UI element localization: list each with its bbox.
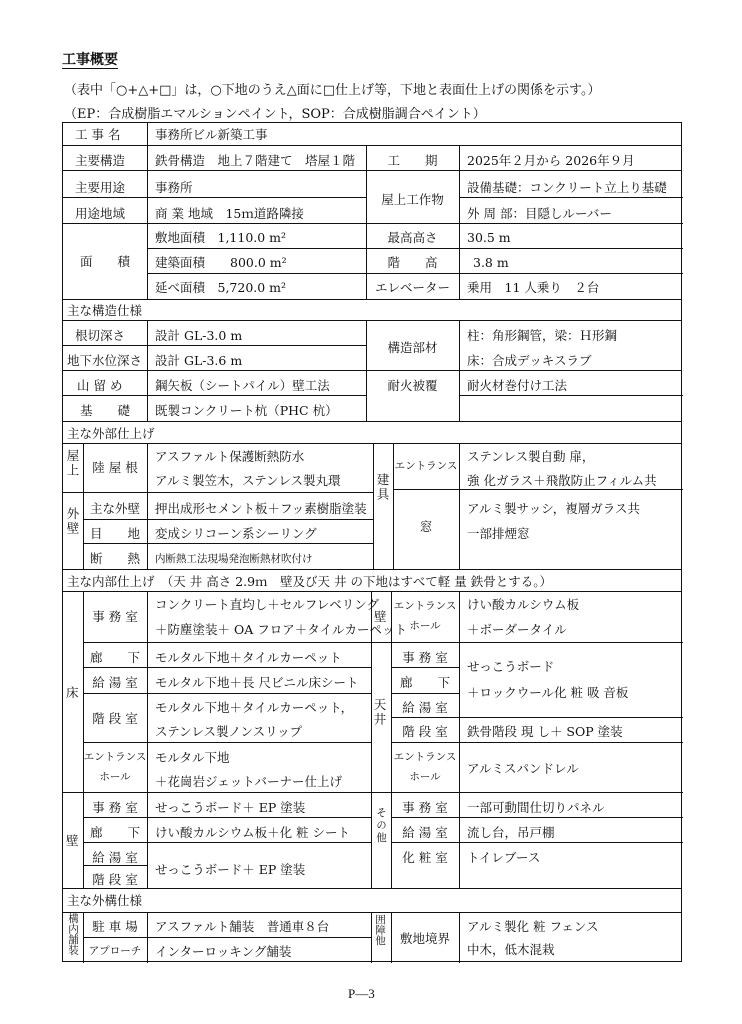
wall-office-value: せっこうボード＋ EP 塗装	[155, 800, 306, 815]
wall-entrance-label-2: ホール	[409, 620, 441, 632]
groundwater-label: 地下水位深さ	[67, 353, 143, 368]
flat-roof-value-2: アルミ製笠木，ステンレス製丸環	[155, 473, 341, 488]
structure-header: 主な構造仕様	[67, 303, 143, 318]
floor-office-label: 事 務 室	[92, 609, 138, 624]
other-toilet-label: 化 粧 室	[402, 850, 448, 865]
parking-value: アスファルト舗装 普通車８台	[155, 919, 330, 934]
elevator-value: 乗用 11 人乗り ２台	[467, 280, 600, 295]
floor-entrance-value-1: モルタル下地	[155, 750, 230, 765]
wall-corridor-label: 廊 下	[89, 825, 140, 840]
zoning-label: 用途地域	[75, 206, 126, 221]
parking-label: 駐 車 場	[92, 919, 138, 934]
boundary-label: 敷地境界	[399, 931, 450, 946]
exterior-wall-label: 外壁	[65, 507, 80, 536]
ceiling-group-label: 天井	[372, 698, 387, 727]
floor-corridor-label: 廊 下	[89, 650, 140, 665]
period-value: 2025年２月から 2026年９月	[467, 153, 635, 168]
flat-roof-value-1: アスファルト保護断熱防水	[155, 449, 305, 464]
foundation-label: 基 礎	[79, 403, 130, 418]
groundwater-value: 設計 GL-3.6 m	[155, 353, 243, 368]
max-height-value: 30.5 m	[467, 230, 511, 245]
exterior-header: 主な外部仕上げ	[67, 426, 155, 441]
other-group-label: その他	[375, 807, 387, 845]
entrance-door-value-1: ステンレス製自動 扉，	[467, 449, 595, 464]
fireproofing-value: 耐火材巻付け工法	[467, 378, 568, 393]
floor-group-label: 床	[66, 685, 79, 700]
window-value-2: 一部排煙窓	[467, 526, 530, 541]
ceiling-entrance-label-2: ホール	[409, 771, 441, 783]
fittings-label: 建具	[375, 473, 390, 502]
site-paving-label: 構内舗装	[67, 913, 79, 955]
ceiling-group-value-2: ＋ロックウール化 粧 吸 音板	[467, 685, 629, 700]
retaining-value: 鋼矢板（シートパイル）壁工法	[155, 378, 330, 393]
floor-entrance-label-2: ホール	[99, 771, 131, 783]
ceiling-entrance-value: アルミスパンドレル	[467, 761, 579, 776]
boundary-value-1: アルミ製化 粧 フェンス	[467, 919, 599, 934]
foundation-value: 既製コンクリート杭（PHC 杭）	[155, 403, 338, 418]
main-wall-value: 押出成形セメント板＋フッ素樹脂塗装	[155, 501, 367, 516]
interior-header: 主な内部仕上げ （天 井 高さ 2.9ｍ 壁及び天 井 の下地はすべて軽 量 鉄骨とする。）	[67, 574, 552, 589]
total-floor-area: 延べ面積 5,720.0 m²	[155, 280, 287, 295]
other-kitchen-label: 給 湯 室	[402, 825, 448, 840]
other-office-label: 事 務 室	[402, 800, 448, 815]
excavation-depth-value: 設計 GL-3.0 m	[155, 328, 243, 343]
main-use-value: 事務所	[155, 180, 193, 195]
floor-office-value-2: ＋防塵塗装＋ OA フロア＋タイルカーペット	[155, 622, 407, 637]
ceiling-stair-value: 鉄骨階段 現 し＋ SOP 塗装	[467, 724, 623, 739]
structural-members-value-1: 柱：角形鋼管，梁：Ｈ形鋼	[467, 328, 618, 343]
period-label: 工 期	[387, 153, 438, 168]
elevator-label: エレベーター	[374, 280, 450, 295]
floor-stair-label: 階 段 室	[92, 711, 138, 726]
ceiling-office-label: 事 務 室	[402, 650, 448, 665]
ceiling-entrance-label: エントランス	[393, 751, 457, 763]
spec-sheet	[62, 122, 682, 962]
entrance-door-label: エントランス	[394, 460, 458, 472]
main-wall-label: 主な外壁	[89, 501, 140, 516]
floor-entrance-label: エントランス	[83, 751, 147, 763]
insulation-label: 断 熱	[89, 551, 140, 566]
floor-stair-value-1: モルタル下地＋タイルカーペット，	[155, 700, 354, 715]
area-label: 面 積	[79, 254, 130, 269]
floor-kitchen-label: 給 湯 室	[92, 675, 138, 690]
ceiling-kitchen-label: 給 湯 室	[402, 700, 448, 715]
page-number: P—3	[348, 986, 375, 1001]
project-name-label: 工 事 名	[75, 127, 121, 142]
other-toilet-value: トイレブース	[467, 850, 541, 865]
window-value-1: アルミ製サッシ，複層ガラス共	[467, 501, 640, 516]
flat-roof-label: 陸 屋 根	[92, 460, 138, 475]
fireproofing-label: 耐火被覆	[387, 378, 438, 393]
page-title: 工事概要	[62, 52, 118, 68]
joint-label: 目 地	[89, 526, 140, 541]
approach-value: インターロッキング舗装	[155, 944, 292, 959]
wall-office-label: 事 務 室	[92, 800, 138, 815]
wall-entrance-value-1: けい酸カルシウム板	[467, 597, 580, 612]
wall-entrance-group-label: 壁	[374, 609, 387, 624]
wall-entrance-label: エントランス	[393, 600, 457, 612]
approach-label: アプローチ	[88, 945, 142, 957]
project-name-value: 事務所ビル新築工事	[155, 127, 268, 142]
floor-corridor-value: モルタル下地＋タイルカーペット	[155, 650, 342, 665]
wall-group-label: 壁	[66, 833, 79, 848]
external-works-header: 主な外構仕様	[67, 893, 143, 908]
abbreviation-note: （EP：合成樹脂エマルションペイント，SOP：合成樹脂調合ペイント）	[64, 107, 486, 122]
site-area: 敷地面積 1,110.0 m²	[155, 230, 287, 245]
building-area: 建築面積 800.0 m²	[155, 255, 287, 270]
roof-label: 屋上	[65, 449, 80, 478]
wall-entrance-value-2: ＋ボーダータイル	[467, 622, 567, 637]
ceiling-corridor-label: 廊 下	[399, 675, 450, 690]
ceiling-group-value-1: せっこうボード	[467, 659, 555, 674]
rooftop-value-1: 設備基礎：コンクリート立上り基礎	[467, 180, 667, 195]
floor-height-value: 3.8 m	[473, 255, 509, 270]
floor-kitchen-value: モルタル下地＋長 尺ビニル床シート	[155, 675, 359, 690]
rooftop-structure-label: 屋上工作物	[381, 192, 444, 207]
floor-office-value-1: コンクリート直均し＋セルフレベリング	[155, 597, 380, 612]
main-structure-label: 主要構造	[75, 153, 126, 168]
excavation-depth-label: 根切深さ	[75, 328, 126, 343]
wall-stair-label: 階 段 室	[92, 872, 138, 887]
wall-corridor-value: けい酸カルシウム板＋化 粧 シート	[155, 825, 351, 840]
max-height-label: 最高高さ	[387, 230, 438, 245]
insulation-value: 内断熱工法現場発泡断熱材吹付け	[155, 553, 313, 565]
retaining-label: 山 留 め	[77, 378, 123, 393]
wall-kitchen-label: 給 湯 室	[92, 850, 138, 865]
boundary-value-2: 中木，低木混栽	[467, 942, 555, 957]
main-structure-value: 鉄骨構造 地上７階建て 塔屋１階	[155, 153, 356, 168]
structural-members-value-2: 床：合成デッキスラブ	[467, 353, 592, 368]
other-office-value: 一部可動間仕切りパネル	[467, 800, 605, 815]
floor-stair-value-2: ステンレス製ノンスリップ	[155, 724, 303, 739]
ceiling-stair-label: 階 段 室	[402, 724, 448, 739]
structural-members-label: 構造部材	[387, 340, 438, 355]
entrance-door-value-2: 強 化ガラス＋飛散防止フィルム共	[467, 473, 657, 488]
main-use-label: 主要用途	[75, 180, 126, 195]
other-kitchen-value: 流し台，吊戸棚	[467, 825, 555, 840]
floor-entrance-value-2: ＋花崗岩ジェットバーナー仕上げ	[155, 774, 343, 789]
notation-note: （表中「○+△+□」は，○下地のうえ△面に□仕上げ等，下地と表面仕上げの関係を示す。）	[64, 83, 601, 98]
wall-group-value: せっこうボード＋ EP 塗装	[155, 862, 306, 877]
window-label: 窓	[419, 519, 433, 534]
fence-group-label: 囲障他	[374, 914, 386, 946]
joint-value: 変成シリコーン系シーリング	[155, 526, 317, 541]
floor-height-label: 階 高	[387, 255, 438, 270]
rooftop-value-2: 外 周 部：目隠しルーバー	[467, 206, 612, 221]
zoning-value: 商 業 地域 15ｍ道路隣接	[155, 206, 304, 221]
